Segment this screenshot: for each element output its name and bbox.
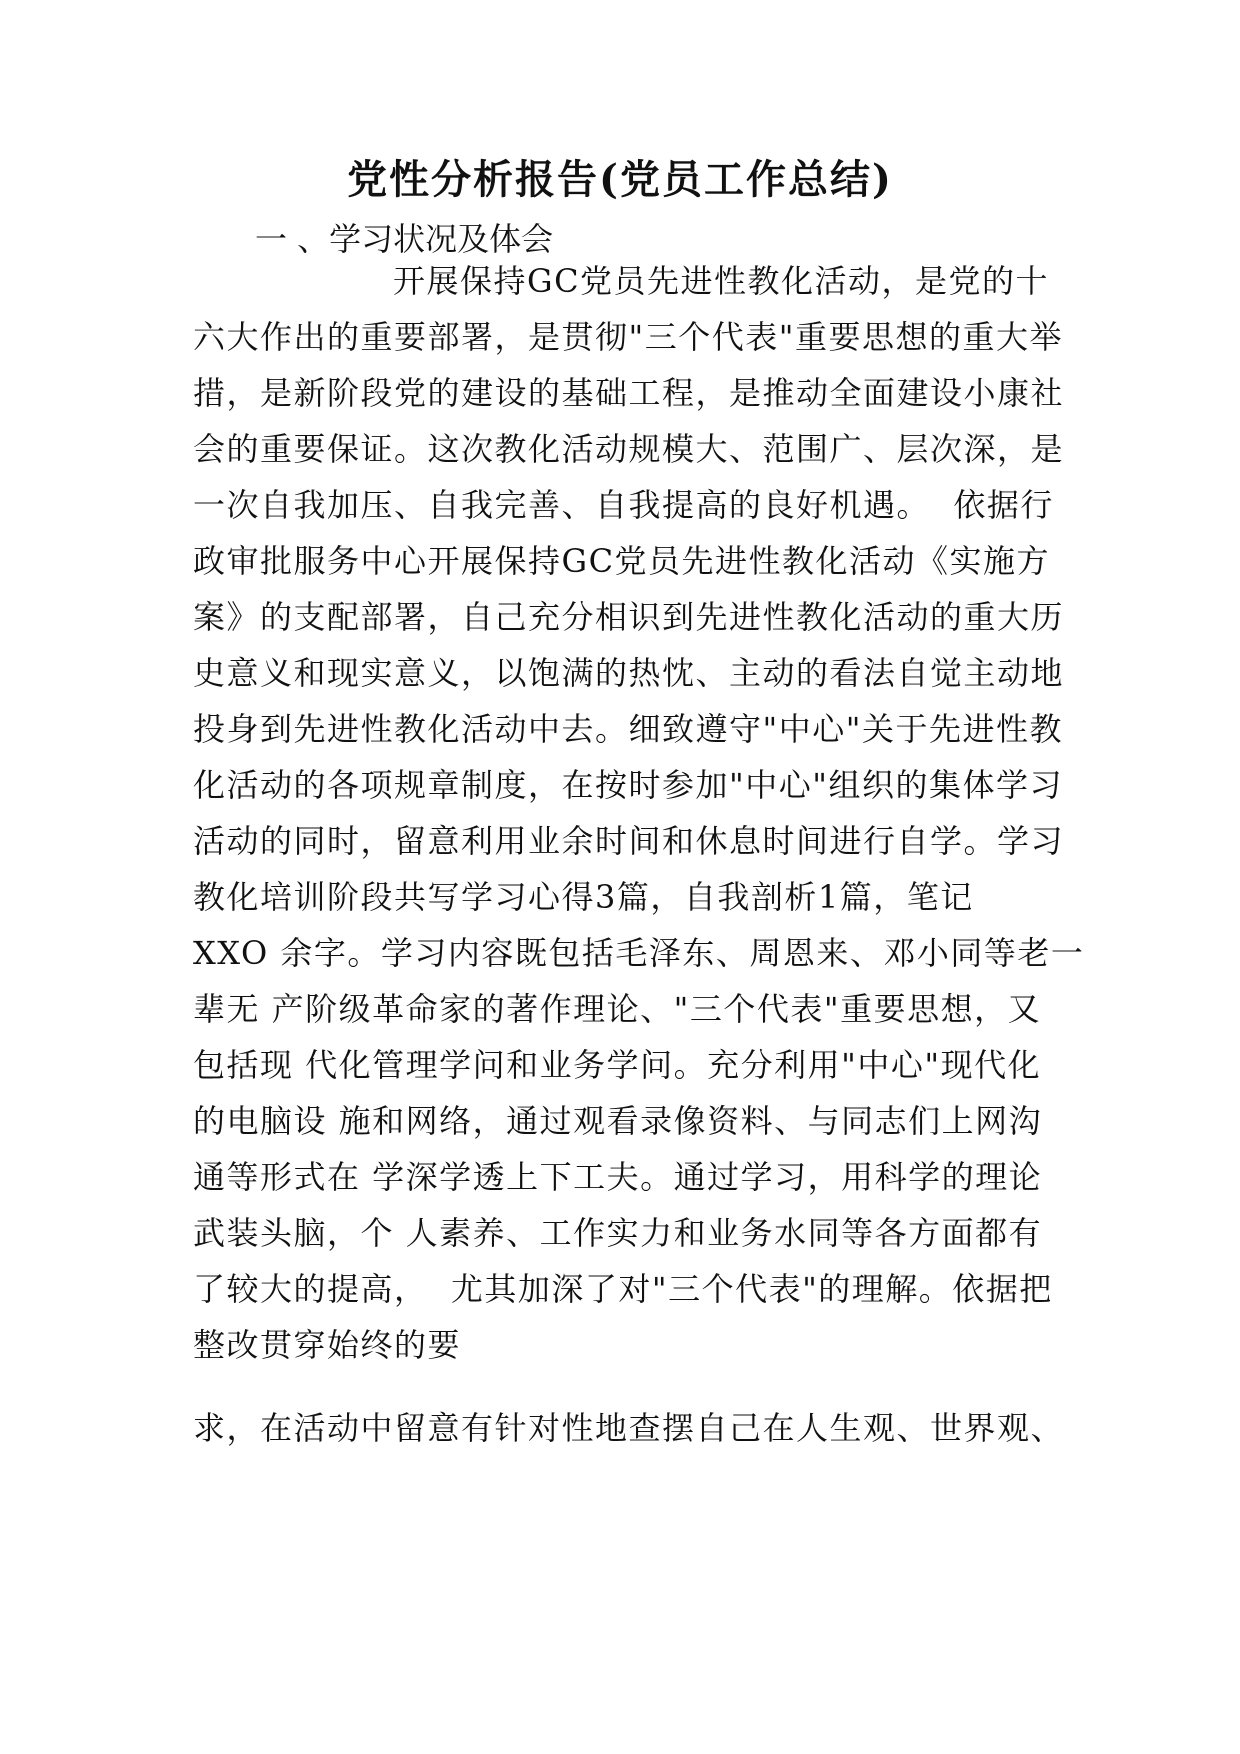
paragraph-line: XXO 余字。学习内容既包括毛泽东、周恩来、邓小同等老一 bbox=[193, 934, 1085, 972]
paragraph-line: 六大作出的重要部署，是贯彻"三个代表"重要思想的重大举 bbox=[193, 318, 1063, 356]
paragraph-line: 活动的同时，留意利用业余时间和休息时间进行自学。学习 bbox=[193, 822, 1065, 860]
paragraph-line: 措，是新阶段党的建设的基础工程，是推动全面建设小康社 bbox=[193, 374, 1065, 412]
paragraph-line: 化活动的各项规章制度，在按时参加"中心"组织的集体学习 bbox=[193, 766, 1063, 804]
paragraph-line: 会的重要保证。这次教化活动规模大、范围广、层次深，是 bbox=[193, 430, 1065, 468]
document-title: 党性分析报告(党员工作总结) bbox=[347, 156, 893, 203]
paragraph-line: 辈无 产阶级革命家的著作理论、"三个代表"重要思想，又 bbox=[193, 990, 1042, 1028]
paragraph-line: 了较大的提高， 尤其加深了对"三个代表"的理解。依据把 bbox=[193, 1270, 1053, 1308]
paragraph-line: 武装头脑，个 人素养、工作实力和业务水同等各方面都有 bbox=[193, 1214, 1043, 1252]
paragraph-line: 史意义和现实意义，以饱满的热忱、主动的看法自觉主动地 bbox=[193, 654, 1065, 692]
section-heading: 一 、学习状况及体会 bbox=[255, 220, 554, 258]
paragraph-line: 政审批服务中心开展保持GC党员先进性教化活动《实施方 bbox=[193, 542, 1051, 580]
paragraph-line: 教化培训阶段共写学习心得3篇，自我剖析1篇，笔记 bbox=[193, 878, 974, 916]
paragraph-line: 整改贯穿始终的要 bbox=[193, 1326, 462, 1364]
paragraph-line: 开展保持GC党员先进性教化活动，是党的十 bbox=[393, 262, 1050, 300]
paragraph-line: 一次自我加压、自我完善、自我提高的良好机遇。 依据行 bbox=[193, 486, 1054, 524]
paragraph-line: 投身到先进性教化活动中去。细致遵守"中心"关于先进性教 bbox=[193, 710, 1063, 748]
paragraph-line: 案》的支配部署，自己充分相识到先进性教化活动的重大历 bbox=[193, 598, 1065, 636]
paragraph-line: 包括现 代化管理学问和业务学问。充分利用"中心"现代化 bbox=[193, 1046, 1042, 1084]
paragraph-line: 的电脑设 施和网络，通过观看录像资料、与同志们上网沟 bbox=[193, 1102, 1043, 1140]
paragraph-line: 通等形式在 学深学透上下工夫。通过学习，用科学的理论 bbox=[193, 1158, 1043, 1196]
paragraph-line: 求，在活动中留意有针对性地查摆自己在人生观、世界观、 bbox=[193, 1409, 1065, 1447]
